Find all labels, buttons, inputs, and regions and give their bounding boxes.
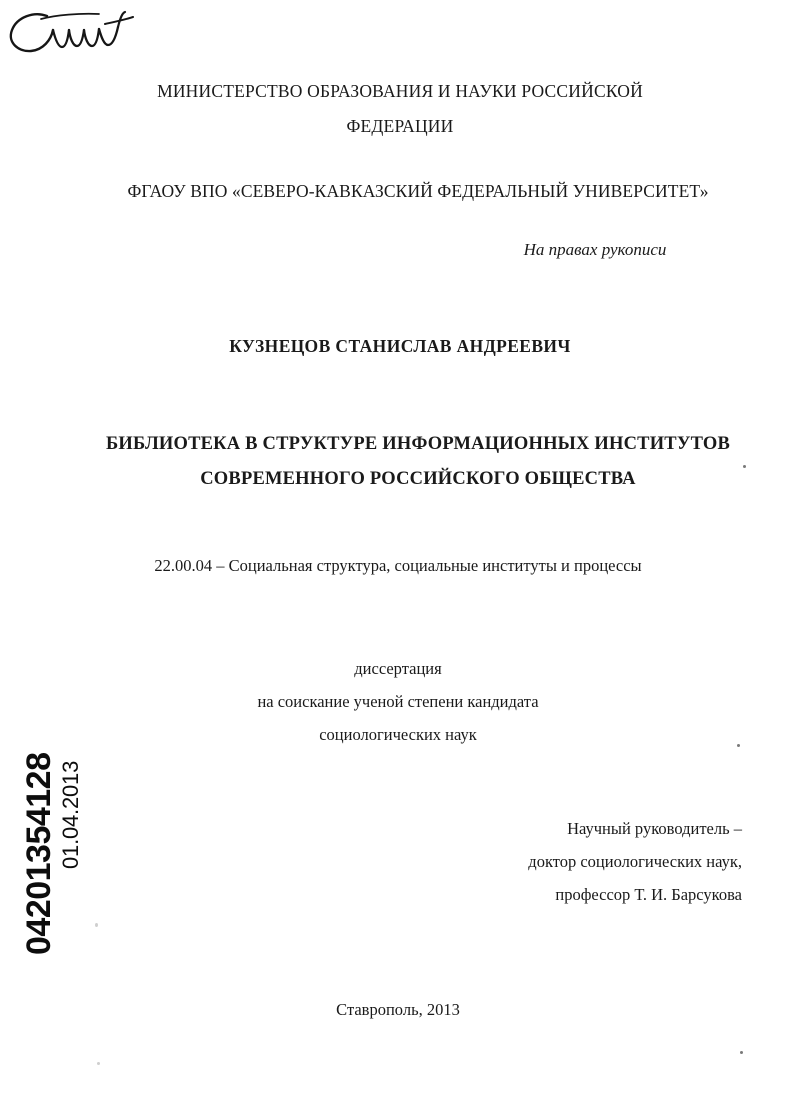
degree-statement-line-1: диссертация bbox=[354, 659, 442, 678]
degree-statement-line-2: на соискание ученой степени кандидата bbox=[257, 692, 539, 711]
ministry-header bbox=[100, 74, 700, 144]
handwritten-signature bbox=[0, 0, 140, 62]
scan-speck bbox=[737, 744, 740, 747]
supervisor-line-2: доктор социологических наук, bbox=[528, 852, 742, 871]
archival-stamp bbox=[17, 635, 87, 955]
archival-stamp-number: 04201354128 bbox=[20, 752, 59, 955]
dissertation-title-line-1: БИБЛИОТЕКА В СТРУКТУРЕ ИНФОРМАЦИОННЫХ ИНСТИТУТОВ bbox=[105, 434, 731, 454]
dissertation-title-line-2: СОВРЕМЕННОГО РОССИЙСКОГО ОБЩЕСТВА bbox=[200, 469, 636, 489]
supervisor-line-3: профессор Т. И. Барсукова bbox=[555, 885, 742, 904]
scientific-supervisor bbox=[420, 812, 742, 911]
scan-speck bbox=[97, 1062, 100, 1065]
scan-speck bbox=[95, 923, 98, 927]
degree-statement bbox=[158, 652, 638, 751]
manuscript-rights-text: На правах рукописи bbox=[523, 240, 667, 259]
dissertation-title bbox=[78, 427, 758, 497]
degree-statement-line-3: социологических наук bbox=[319, 725, 477, 744]
archival-stamp-date: 01.04.2013 bbox=[57, 760, 83, 869]
author-name-text: КУЗНЕЦОВ СТАНИСЛАВ АНДРЕЕВИЧ bbox=[229, 336, 571, 356]
ministry-line-1: МИНИСТЕРСТВО ОБРАЗОВАНИЯ И НАУКИ РОССИЙСКОЙ bbox=[157, 81, 643, 101]
university-name-text: ФГАОУ ВПО «СЕВЕРО-КАВКАЗСКИЙ ФЕДЕРАЛЬНЫЙ УНИВЕРСИТЕТ» bbox=[127, 181, 709, 201]
place-and-year-text: Ставрополь, 2013 bbox=[336, 1000, 460, 1019]
specialty-code bbox=[98, 556, 698, 576]
supervisor-line-1: Научный руководитель – bbox=[567, 819, 742, 838]
scan-speck bbox=[740, 1051, 743, 1054]
place-and-year bbox=[198, 1000, 598, 1020]
specialty-code-text: 22.00.04 – Социальная структура, социальные институты и процессы bbox=[154, 556, 642, 575]
author-name bbox=[100, 336, 700, 357]
university-name bbox=[78, 176, 758, 206]
manuscript-rights-note bbox=[430, 237, 760, 263]
ministry-line-2: ФЕДЕРАЦИИ bbox=[346, 116, 454, 136]
